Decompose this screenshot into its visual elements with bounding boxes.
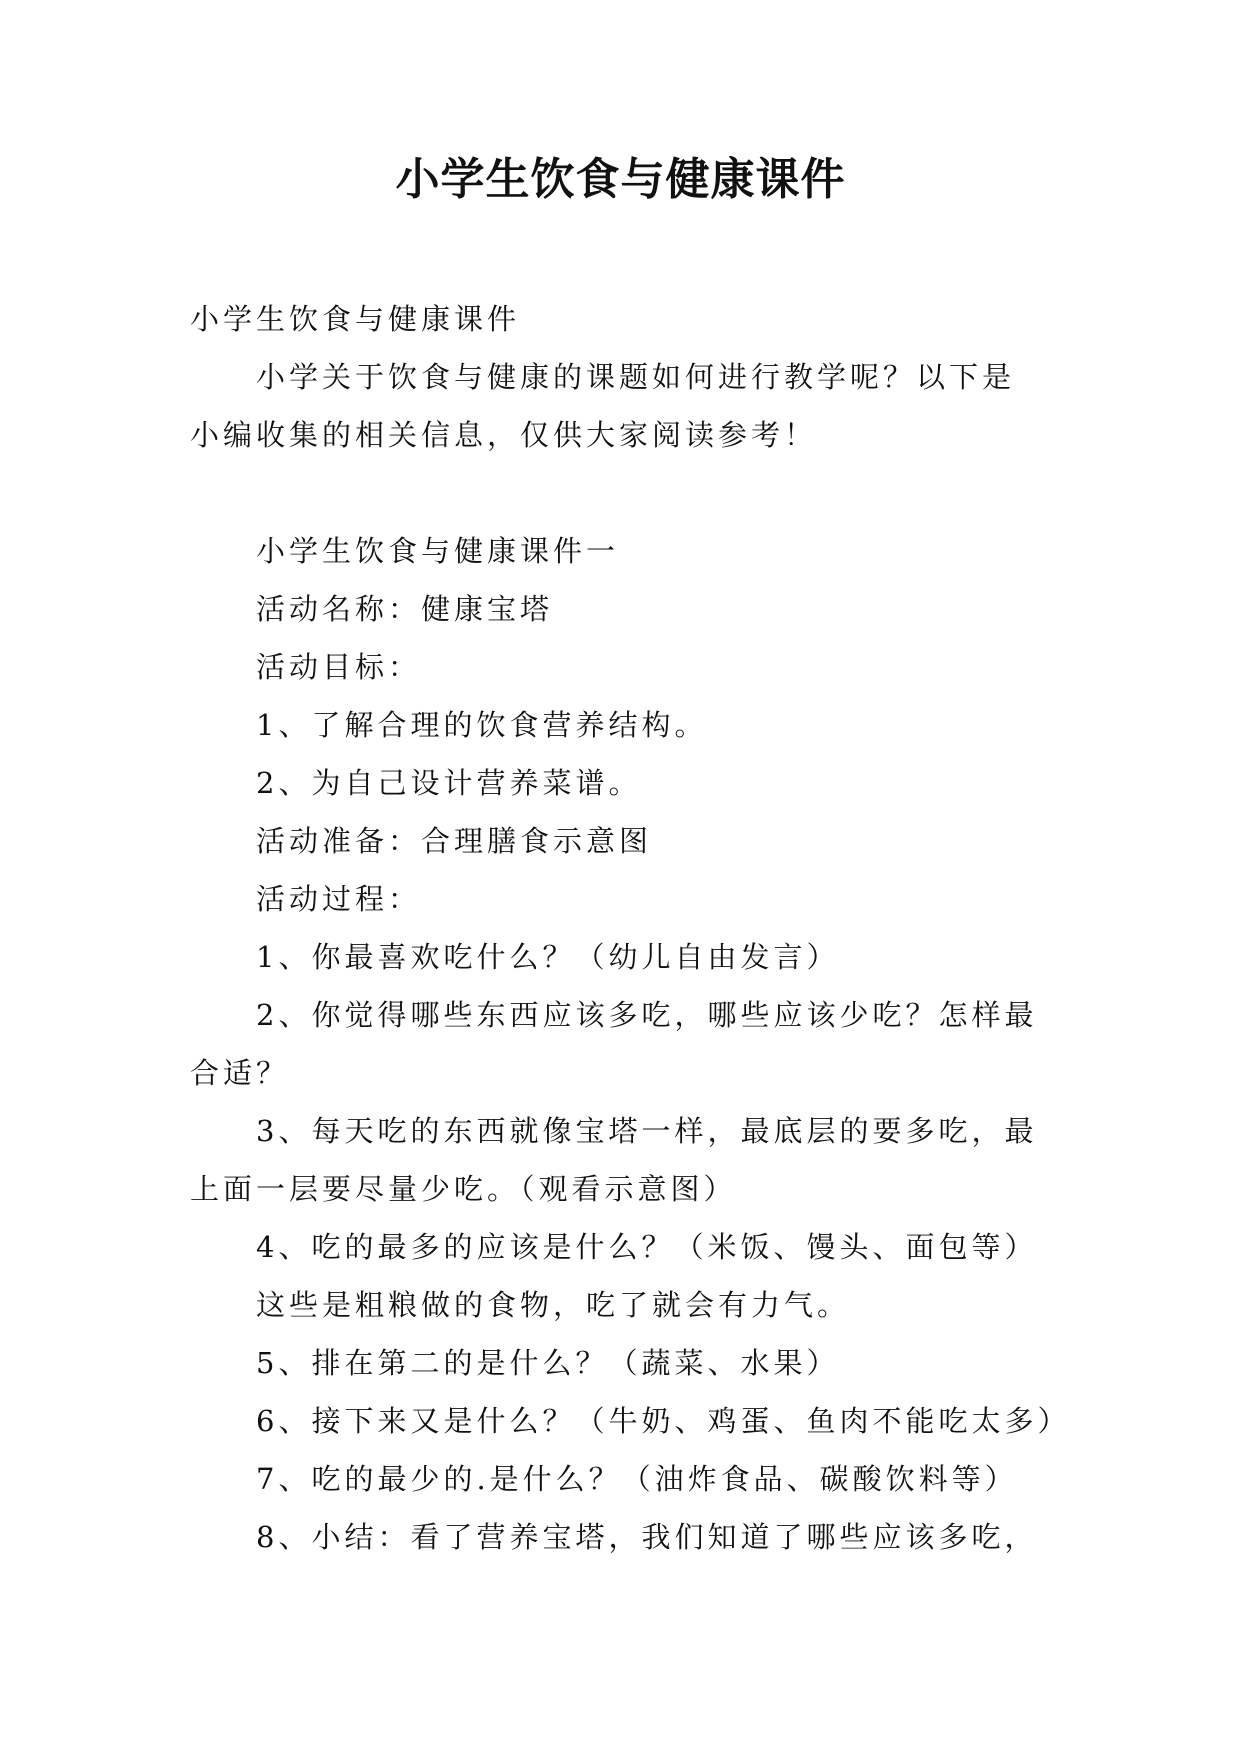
list-item: 1、你最喜欢吃什么？（幼儿自由发言） xyxy=(256,940,840,974)
document-title: 小学生饮食与健康课件 xyxy=(395,154,846,205)
paragraph-line: 上面一层要尽量少吃。（观看示意图） xyxy=(190,1172,737,1206)
document-body xyxy=(190,290,1071,1566)
list-item: 5、排在第二的是什么？（蔬菜、水果） xyxy=(256,1346,840,1380)
paragraph-line: 活动目标： xyxy=(256,650,422,684)
paragraph-line: 合适？ xyxy=(190,1056,290,1090)
list-item: 2、你觉得哪些东西应该多吃，哪些应该少吃？怎样最 xyxy=(256,998,1038,1032)
list-item: 8、小结：看了营养宝塔，我们知道了哪些应该多吃， xyxy=(256,1520,1038,1554)
list-item: 4、吃的最多的应该是什么？（米饭、馒头、面包等） xyxy=(256,1230,1038,1264)
list-item: 7、吃的最少的.是什么？（油炸食品、碳酸饮料等） xyxy=(256,1462,1018,1496)
list-item: 3、每天吃的东西就像宝塔一样，最底层的要多吃，最 xyxy=(256,1114,1038,1148)
section-heading: 小学生饮食与健康课件一 xyxy=(256,534,620,568)
paragraph-line: 小学生饮食与健康课件 xyxy=(190,302,521,336)
list-item: 2、为自己设计营养菜谱。 xyxy=(256,766,642,800)
paragraph-line: 小编收集的相关信息，仅供大家阅读参考！ xyxy=(190,418,818,452)
list-item: 1、了解合理的饮食营养结构。 xyxy=(256,708,708,742)
paragraph-line: 活动过程： xyxy=(256,882,422,916)
paragraph-line: 活动准备：合理膳食示意图 xyxy=(256,824,653,858)
list-item: 6、接下来又是什么？（牛奶、鸡蛋、鱼肉不能吃太多） xyxy=(256,1404,1071,1438)
paragraph-gap xyxy=(190,464,1050,522)
paragraph-line: 小学关于饮食与健康的课题如何进行教学呢？以下是 xyxy=(256,360,1016,394)
paragraph-line: 这些是粗粮做的食物，吃了就会有力气。 xyxy=(256,1288,851,1322)
paragraph-line: 活动名称：健康宝塔 xyxy=(256,592,554,626)
